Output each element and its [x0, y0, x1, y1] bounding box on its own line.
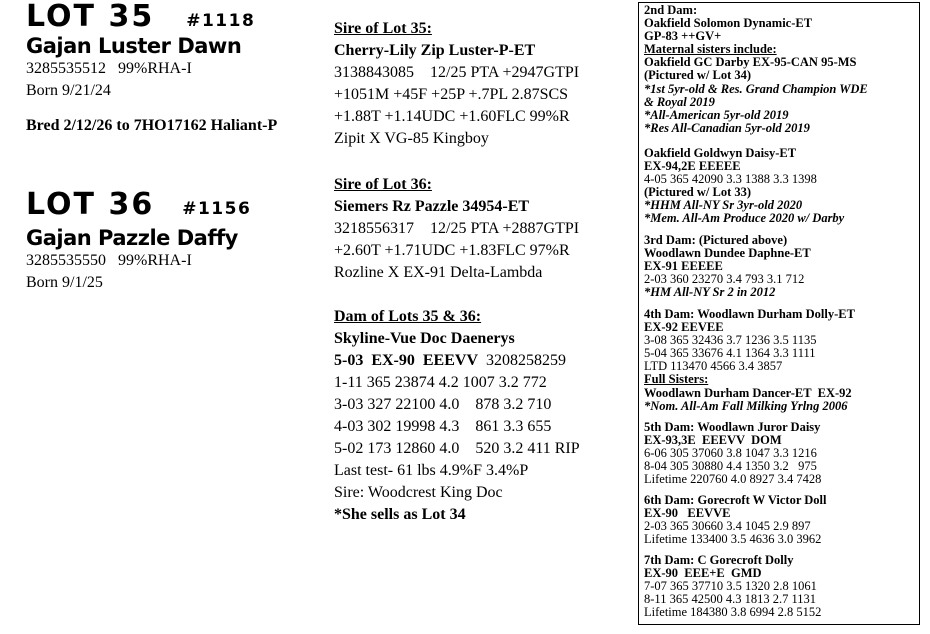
second-dam-heading: 2nd Dam: [644, 3, 698, 17]
sire36-line: Rozline X EX-91 Delta-Lambda [334, 264, 543, 281]
sire35-block [334, 18, 634, 150]
seventh-dam-record: 8-11 365 42500 4.3 1813 2.7 1131 [644, 592, 816, 607]
sister-daisy-name: Oakfield Goldwyn Daisy-ET [644, 146, 797, 160]
sister-darby-award: *All-American 5yr-old 2019 [644, 107, 789, 122]
lot35-registration: 3285535512 99%RHA-I [26, 60, 192, 77]
fourth-dam-record: LTD 113470 4566 3.4 3857 [644, 359, 783, 374]
dam-record: 4-03 302 19998 4.3 861 3.3 655 [334, 418, 552, 435]
fourth-dam-record: 5-04 365 33676 4.1 1364 3.3 1111 [644, 346, 816, 361]
dam-record: 3-03 327 22100 4.0 878 3.2 710 [334, 396, 552, 413]
dam-sells-note: *She sells as Lot 34 [334, 506, 466, 523]
sister-daisy-award: *HHM All-NY Sr 3yr-old 2020 [644, 198, 803, 213]
sixth-dam-class: EX-90 EEVVE [644, 506, 731, 521]
maternal-sisters-heading: Maternal sisters include: [644, 42, 777, 57]
dam-last-test: Last test- 61 lbs 4.9%F 3.4%P [334, 462, 529, 479]
lot36-name: Gajan Pazzle Daffy [26, 226, 238, 250]
sire36-name: Siemers Rz Pazzle 34954-ET [334, 198, 530, 215]
sire36-line: 3218556317 12/25 PTA +2887GTPI [334, 220, 580, 237]
third-dam-class: EX-91 EEEEE [644, 259, 723, 274]
sire35-line: +1051M +45F +25P +.7PL 2.87SCS [334, 86, 569, 103]
second-dam-class: GP-83 ++GV+ [644, 29, 722, 44]
sire36-line: +2.60T +1.71UDC +1.83FLC 97%R [334, 242, 570, 259]
seventh-dam-class: EX-90 EEE+E GMD [644, 566, 762, 581]
full-sister-award: *Nom. All-Am Fall Milking Yrlng 2006 [644, 398, 848, 413]
third-dam-heading: 3rd Dam: (Pictured above) [644, 233, 788, 247]
dam-class-line [334, 350, 634, 372]
pedigree-box [638, 2, 920, 625]
lot36-number: LOT 36 [26, 187, 155, 222]
lot36-id: #1156 [182, 199, 252, 219]
second-dam-name: Oakfield Solomon Dynamic-ET [644, 16, 813, 31]
dam-record: 1-11 365 23874 4.2 1007 3.2 772 [334, 374, 547, 391]
seventh-dam-record: Lifetime 184380 3.8 6994 2.8 5152 [644, 605, 822, 620]
full-sisters-heading: Full Sisters: [644, 372, 709, 387]
dam-name: Skyline-Vue Doc Daenerys [334, 330, 515, 347]
sister-daisy-record: 4-05 365 42090 3.3 1388 3.3 1398 [644, 172, 817, 187]
sire35-line: 3138843085 12/25 PTA +2947GTPI [334, 64, 580, 81]
lot36-registration: 3285535550 99%RHA-I [26, 252, 192, 269]
sire35-heading: Sire of Lot 35: [334, 20, 432, 37]
sire35-line: Zipit X VG-85 Kingboy [334, 130, 489, 147]
fourth-dam-heading: 4th Dam: Woodlawn Durham Dolly-ET [644, 307, 855, 321]
sixth-dam-section [644, 494, 916, 546]
fifth-dam-record: Lifetime 220760 4.0 8927 3.4 7428 [644, 472, 822, 487]
lot35-name: Gajan Luster Dawn [26, 34, 242, 58]
sister-darby-note: (Pictured w/ Lot 34) [644, 68, 752, 83]
fourth-dam-record: 3-08 365 32436 3.7 1236 3.5 1135 [644, 333, 817, 348]
fifth-dam-record: 6-06 305 37060 3.8 1047 3.3 1216 [644, 446, 817, 461]
sister-daisy-class: EX-94,2E EEEEE [644, 159, 741, 174]
lot35-header [26, 2, 255, 32]
seventh-dam-record: 7-07 365 37710 3.5 1320 2.8 1061 [644, 579, 817, 594]
sister-darby-award: & Royal 2019 [644, 94, 715, 109]
sixth-dam-record: 2-03 365 30660 3.4 1045 2.9 897 [644, 519, 811, 534]
lot35-born: Born 9/21/24 [26, 82, 111, 99]
sire36-heading: Sire of Lot 36: [334, 176, 432, 193]
fifth-dam-record: 8-04 305 30880 4.4 1350 3.2 975 [644, 459, 817, 474]
sister-daisy-section [644, 147, 916, 226]
lot35-number: LOT 35 [26, 0, 155, 34]
lot36-header [26, 187, 252, 222]
sire36-block [334, 174, 634, 284]
fourth-dam-class: EX-92 EEVEE [644, 320, 724, 335]
lot36-born: Born 9/1/25 [26, 274, 103, 291]
third-dam-award: *HM All-NY Sr 2 in 2012 [644, 285, 776, 300]
seventh-dam-heading: 7th Dam: C Gorecroft Dolly [644, 553, 794, 567]
sister-daisy-note: (Pictured w/ Lot 33) [644, 185, 752, 200]
sister-darby-award: *Res All-Canadian 5yr-old 2019 [644, 120, 810, 135]
second-dam-section [644, 4, 916, 135]
dam-classification: 5-03 EX-90 EEEVV [334, 352, 479, 369]
third-dam-section [644, 234, 916, 299]
dam-heading: Dam of Lots 35 & 36: [334, 308, 482, 325]
lot35-bred: Bred 2/12/26 to 7HO17162 Haliant-P [26, 117, 278, 134]
third-dam-name: Woodlawn Dundee Daphne-ET [644, 246, 811, 261]
fourth-dam-section [644, 308, 916, 413]
sister-daisy-award: *Mem. All-Am Produce 2020 w/ Darby [644, 211, 845, 226]
sister-darby-award: *1st 5yr-old & Res. Grand Champion WDE [644, 81, 868, 96]
sixth-dam-record: Lifetime 133400 3.5 4636 3.0 3962 [644, 532, 822, 547]
sire35-line: +1.88T +1.14UDC +1.60FLC 99%R [334, 108, 570, 125]
seventh-dam-section [644, 554, 916, 619]
dam-registration: 3208258259 [478, 352, 567, 369]
sister-darby-name: Oakfield GC Darby EX-95-CAN 95-MS [644, 55, 857, 70]
fifth-dam-section [644, 421, 916, 486]
dam-record: 5-02 173 12860 4.0 520 3.2 411 RIP [334, 440, 580, 457]
dam-block [334, 306, 634, 526]
dam-sire: Sire: Woodcrest King Doc [334, 484, 503, 501]
sixth-dam-heading: 6th Dam: Gorecroft W Victor Doll [644, 493, 827, 507]
sire35-name: Cherry-Lily Zip Luster-P-ET [334, 42, 536, 59]
full-sister-name: Woodlawn Durham Dancer-ET EX-92 [644, 385, 852, 400]
fifth-dam-heading: 5th Dam: Woodlawn Juror Daisy [644, 420, 821, 434]
lot35-id: #1118 [186, 11, 256, 31]
fifth-dam-class: EX-93,3E EEEVV DOM [644, 433, 782, 448]
third-dam-record: 2-03 360 23270 3.4 793 3.1 712 [644, 272, 805, 287]
